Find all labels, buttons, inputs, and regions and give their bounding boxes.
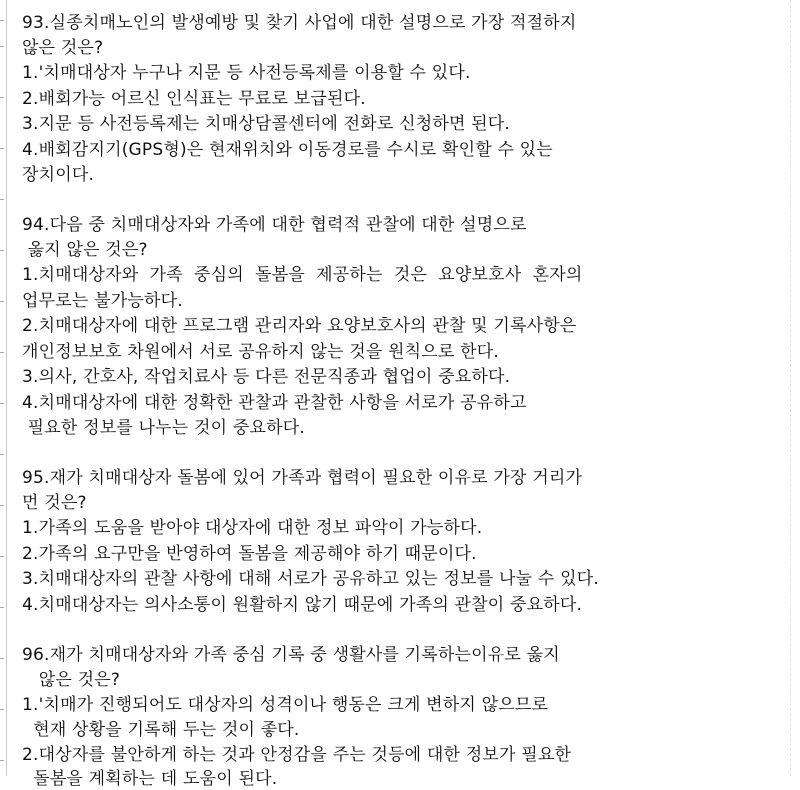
q94-option-3: 3.의사, 간호사, 작업치료사 등 다른 전문직종과 협업이 중요하다. bbox=[22, 367, 511, 387]
q93-stem-line-2: 않은 것은? bbox=[22, 38, 104, 58]
q93-option-1: 1.'치매대상자 누구나 지문 등 사전등록제를 이용할 수 있다. bbox=[22, 63, 471, 83]
q93-option-4: 4.배회감지기(GPS형)은 현재위치와 이동경로를 수시로 확인할 수 있는 bbox=[22, 140, 553, 160]
q93-stem-line-1: 93.실종치매노인의 발생예방 및 찾기 사업에 대한 설명으로 가장 적절하지 bbox=[22, 13, 577, 33]
q93-option-2: 2.배회가능 어르신 인식표는 무료로 보급된다. bbox=[22, 89, 366, 109]
q94-option-2-cont: 개인정보보호 차원에서 서로 공유하지 않는 것을 원칙으로 한다. bbox=[22, 342, 500, 362]
q94-option-1: 1.치매대상자와 가족 중심의 돌봄을 제공하는 것은 요양보호사 혼자의 bbox=[22, 265, 583, 285]
q94-option-4-cont: 필요한 정보를 나누는 것이 중요하다. bbox=[22, 418, 305, 438]
q95-stem-line-1: 95.재가 치매대상자 돌봄에 있어 가족과 협력이 필요한 이유로 가장 거리가 bbox=[22, 468, 583, 488]
q96-option-1: 1.'치매가 진행되어도 대상자의 성격이나 행동은 크게 변하지 않으므로 bbox=[22, 695, 549, 715]
q95-stem-line-2: 먼 것은? bbox=[22, 493, 87, 513]
q93-option-3: 3.지문 등 사전등록제는 치매상담콜센터에 전화로 신청하면 된다. bbox=[22, 114, 511, 134]
q94-option-4: 4.치매대상자에 대한 정확한 관찰과 관찰한 사항을 서로가 공유하고 bbox=[22, 393, 527, 413]
q96-option-2-cont: 돌봄을 계획하는 데 도움이 된다. bbox=[22, 769, 278, 789]
q94-stem-line-2: 옳지 않은 것은? bbox=[22, 240, 148, 260]
q95-option-3: 3.치매대상자의 관찰 사항에 대해 서로가 공유하고 있는 정보를 나눌 수 있다. bbox=[22, 569, 599, 589]
q96-option-2: 2.대상자를 불안하게 하는 것과 안정감을 주는 것등에 대한 정보가 필요한 bbox=[22, 745, 572, 765]
q96-option-1-cont: 현재 상황을 기록해 두는 것이 좋다. bbox=[22, 720, 300, 740]
q94-option-1-cont: 업무로는 불가능하다. bbox=[22, 291, 183, 311]
q95-option-2: 2.가족의 요구만을 반영하여 돌봄을 제공해야 하기 때문이다. bbox=[22, 544, 477, 564]
q94-stem-line-1: 94.다음 중 치매대상자와 가족에 대한 협력적 관찰에 대한 설명으로 bbox=[22, 215, 527, 235]
q94-option-2: 2.치매대상자에 대한 프로그램 관리자와 요양보호사의 관찰 및 기록사항은 bbox=[22, 316, 577, 336]
q95-option-1: 1.가족의 도움을 받아야 대상자에 대한 정보 파악이 가능하다. bbox=[22, 518, 483, 538]
q96-stem-line-2: 않은 것은? bbox=[22, 670, 121, 690]
q95-option-4: 4.치매대상자는 의사소통이 원활하지 않기 때문에 가족의 관찰이 중요하다. bbox=[22, 595, 583, 615]
q96-stem-line-1: 96.재가 치매대상자와 가족 중심 기록 중 생활사를 기록하는이유로 옳지 bbox=[22, 645, 560, 665]
q93-option-4-cont: 장치이다. bbox=[22, 165, 95, 185]
